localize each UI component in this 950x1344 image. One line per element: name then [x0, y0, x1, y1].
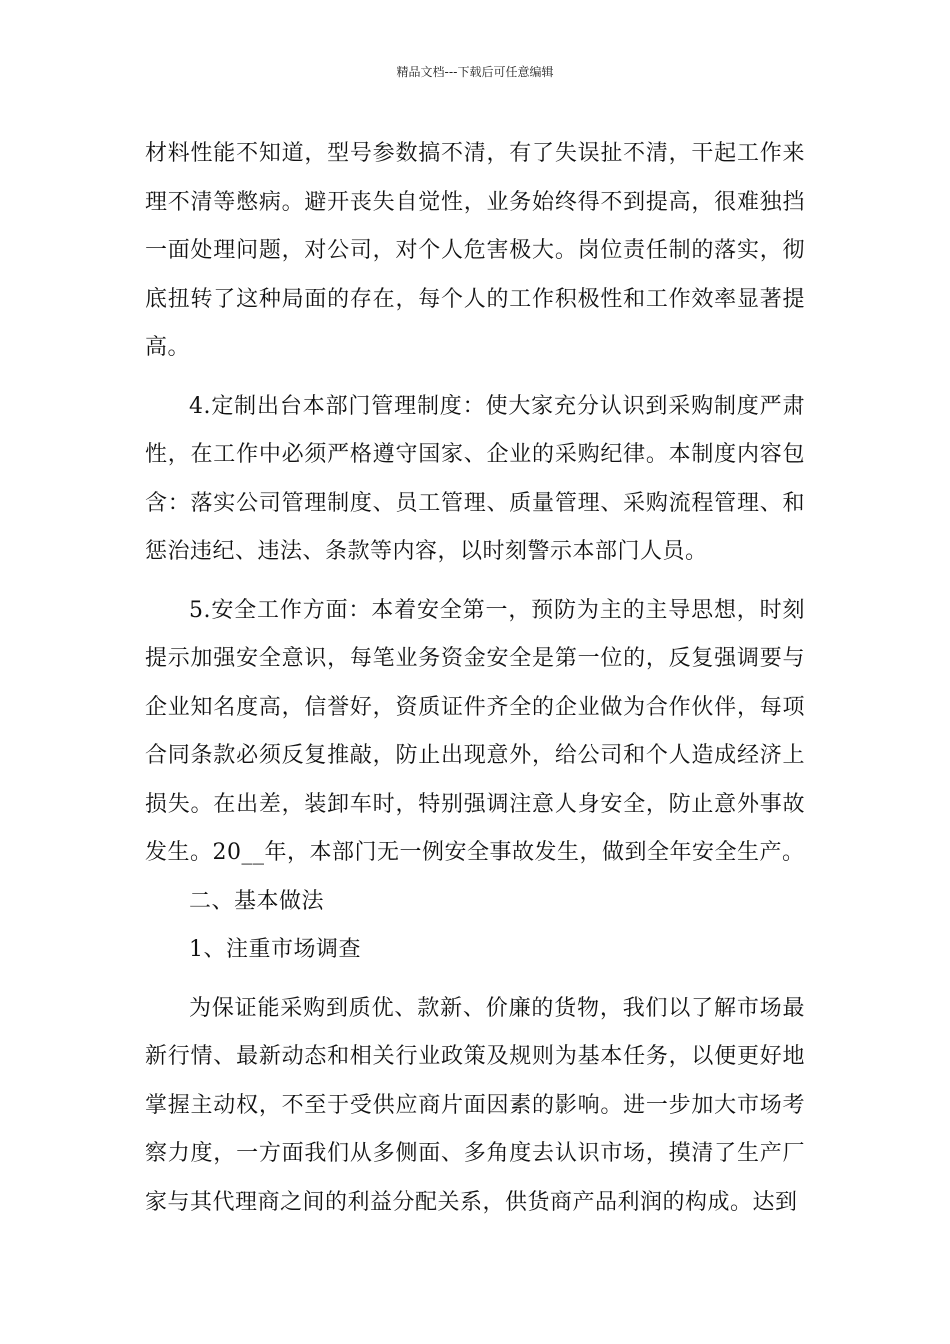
page-header: 精品文档---下载后可任意编辑 — [396, 65, 554, 79]
paragraph-market-survey: 为保证能采购到质优、款新、价廉的货物，我们以了解市场最新行情、最新动态和相关行业政策及规则为基本任务，以便更好地掌握主动权，不至于受供应商片面因素的影响。进一步加大市场考察力度，一方面我们从多侧面、多角度去认识市场，摸清了生产厂家与其代理商之间的利益分配关系，供货商产品利润的构成。达到 — [145, 995, 805, 1215]
document-body — [145, 130, 805, 1227]
paragraph-management-rules: 4.定制出台本部门管理制度：使大家充分认识到采购制度严肃性，在工作中必须严格遵守国家、企业的采购纪律。本制度内容包含：落实公司管理制度、员工管理、质量管理、采购流程管理、和惩治违纪、违法、条款等内容，以时刻警示本部门人员。 — [145, 393, 805, 564]
paragraph-safety-work: 5.安全工作方面：本着安全第一，预防为主的主导思想，时刻提示加强安全意识，每笔业务资金安全是第一位的，反复强调要与企业知名度高，信誉好，资质证件齐全的企业做为合作伙伴，每项合同条款必须反复推敲，防止出现意外，给公司和个人造成经济上损失。在出差，装卸车时，特别强调注意人身安全，防止意外事故发生。20__年，本部门无一例安全事故发生，做到全年安全生产。 — [145, 597, 805, 865]
paragraph-continuation: 材料性能不知道，型号参数搞不清，有了失误扯不清，干起工作来理不清等憋病。避开丧失自觉性，业务始终得不到提高，很难独挡一面处理问题，对公司，对个人危害极大。岗位责任制的落实，彻底扭转了这种局面的存在，每个人的工作积极性和工作效率显著提高。 — [145, 141, 805, 360]
section-heading-basic-methods: 二、基本做法 — [189, 888, 325, 914]
subsection-heading-market-survey: 1、注重市场调查 — [189, 937, 361, 962]
